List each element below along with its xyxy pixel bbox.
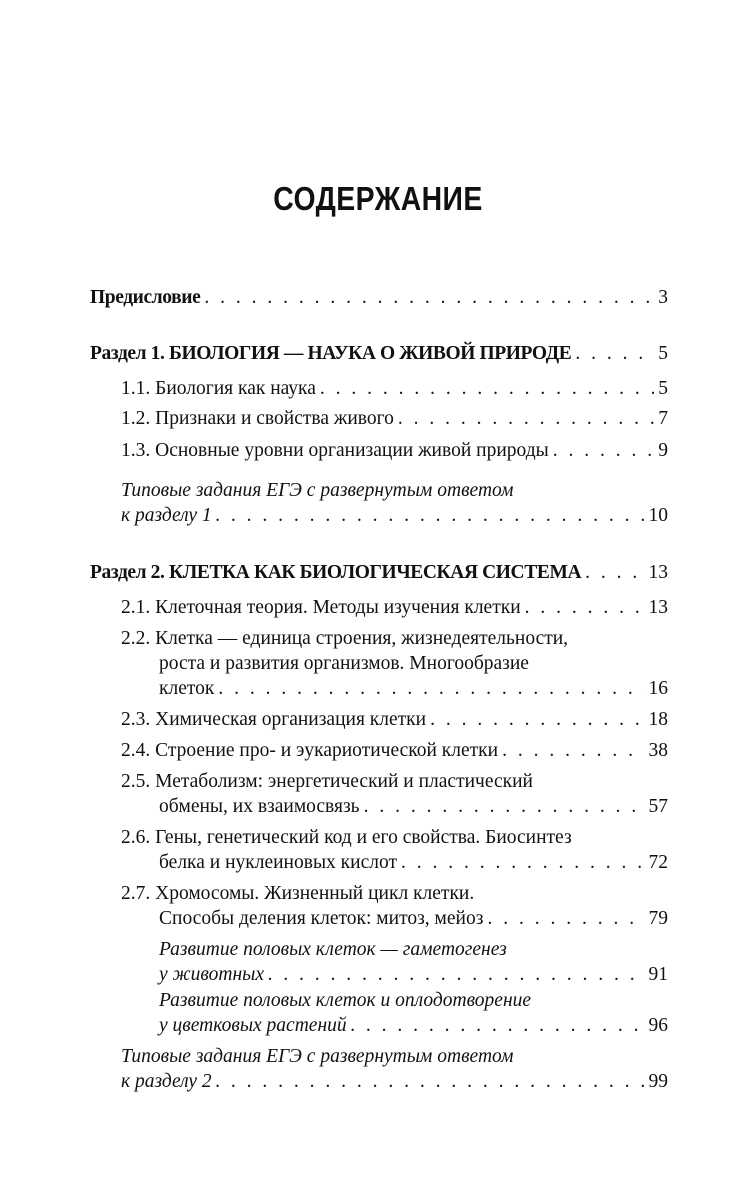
toc-subentry-1-line1: Развитие половых клеток — гаметогенез (159, 939, 507, 960)
toc-entry-2-6 (159, 851, 668, 875)
toc-section-label: Раздел 1. БИОЛОГИЯ — НАУКА О ЖИВОЙ ПРИРОДЕ (90, 343, 572, 364)
toc-entry-label: 2.3. Химическая организация клетки (121, 709, 427, 730)
leader-dots (430, 708, 644, 732)
toc-entry-1-2 (121, 407, 668, 431)
toc-tasks-2-line1: Типовые задания ЕГЭ с развернутым ответом (121, 1046, 514, 1067)
toc-entry-label: 1.3. Основные уровни организации живой природы (121, 440, 549, 461)
toc-tasks-1 (121, 504, 668, 528)
toc-entry-label: 1.2. Признаки и свойства живого (121, 408, 394, 429)
toc-entry-label: к разделу 1 (121, 505, 212, 526)
toc-page-number: 13 (648, 562, 668, 583)
leader-dots (320, 377, 654, 401)
toc-entry-foreword (90, 286, 668, 310)
toc-entry-2-3 (121, 708, 668, 732)
toc-entry-label: Способы деления клеток: митоз, мейоз (159, 908, 484, 929)
toc-entry-2-4 (121, 739, 668, 763)
toc-page-number: 96 (648, 1015, 668, 1036)
toc-page-number: 91 (648, 964, 668, 985)
toc-entry-2-7-line1: 2.7. Хромосомы. Жизненный цикл клетки. (121, 883, 475, 904)
toc-entry-label: Предисловие (90, 287, 201, 308)
toc-page-number: 79 (648, 908, 668, 929)
leader-dots (575, 342, 654, 366)
leader-dots (218, 677, 644, 701)
toc-subentry-2-line1: Развитие половых клеток и оплодотворение (159, 990, 532, 1011)
toc-page-number: 72 (648, 852, 668, 873)
leader-dots (401, 851, 645, 875)
toc-entry-2-2 (159, 677, 668, 701)
toc-entry-label: к разделу 2 (121, 1071, 212, 1092)
toc-entry-label: у животных (159, 964, 264, 985)
toc-entry-label: клеток (159, 678, 215, 699)
toc-entry-2-5-line1: 2.5. Метаболизм: энергетический и пластический (121, 771, 533, 792)
toc-page-number: 5 (658, 343, 668, 364)
toc-subentry-1 (159, 963, 668, 987)
toc-page-number: 18 (648, 709, 668, 730)
leader-dots (216, 504, 645, 528)
toc-entry-label: 1.1. Биология как наука (121, 378, 316, 399)
toc-section-2 (90, 561, 668, 585)
toc-page-number: 13 (648, 597, 668, 618)
toc-subentry-2 (159, 1014, 668, 1038)
toc-entry-2-7 (159, 907, 668, 931)
toc-entry-label: обмены, их взаимосвязь (159, 796, 360, 817)
leader-dots (364, 795, 645, 819)
toc-page-number: 3 (658, 287, 668, 308)
leader-dots (525, 596, 645, 620)
page-title: СОДЕРЖАНИЕ (273, 180, 483, 217)
toc-page-number: 10 (648, 505, 668, 526)
toc-page-number: 57 (648, 796, 668, 817)
toc-page-number: 16 (648, 678, 668, 699)
toc-entry-2-5 (159, 795, 668, 819)
leader-dots (553, 439, 655, 463)
toc-tasks-1-line1: Типовые задания ЕГЭ с развернутым ответом (121, 480, 514, 501)
toc-section-label: Раздел 2. КЛЕТКА КАК БИОЛОГИЧЕСКАЯ СИСТЕМА (90, 562, 582, 583)
toc-entry-label: белка и нуклеиновых кислот (159, 852, 397, 873)
toc-entry-2-1 (121, 596, 668, 620)
leader-dots (204, 286, 654, 310)
toc-entry-label: 2.1. Клеточная теория. Методы изучения клетки (121, 597, 521, 618)
toc-entry-2-6-line1: 2.6. Гены, генетический код и его свойства. Биосинтез (121, 827, 572, 848)
toc-tasks-2 (121, 1070, 668, 1094)
toc-page-number: 5 (658, 378, 668, 399)
toc-entry-2-2-line2: роста и развития организмов. Многообразие (159, 653, 529, 674)
toc-entry-label: у цветковых растений (159, 1015, 347, 1036)
leader-dots (502, 739, 644, 763)
leader-dots (216, 1070, 645, 1094)
toc-page-number: 7 (658, 408, 668, 429)
toc-page-number: 38 (648, 740, 668, 761)
leader-dots (585, 561, 644, 585)
toc-entry-1-3 (121, 439, 668, 463)
toc-section-1 (90, 342, 668, 366)
toc-entry-2-2-line1: 2.2. Клетка — единица строения, жизнедеятельности, (121, 628, 569, 649)
toc-entry-1-1 (121, 377, 668, 401)
leader-dots (351, 1014, 645, 1038)
leader-dots (487, 907, 644, 931)
toc-page-number: 99 (648, 1071, 668, 1092)
leader-dots (398, 407, 654, 431)
toc-entry-label: 2.4. Строение про- и эукариотической клетки (121, 740, 499, 761)
leader-dots (268, 963, 645, 987)
toc-page-number: 9 (658, 440, 668, 461)
